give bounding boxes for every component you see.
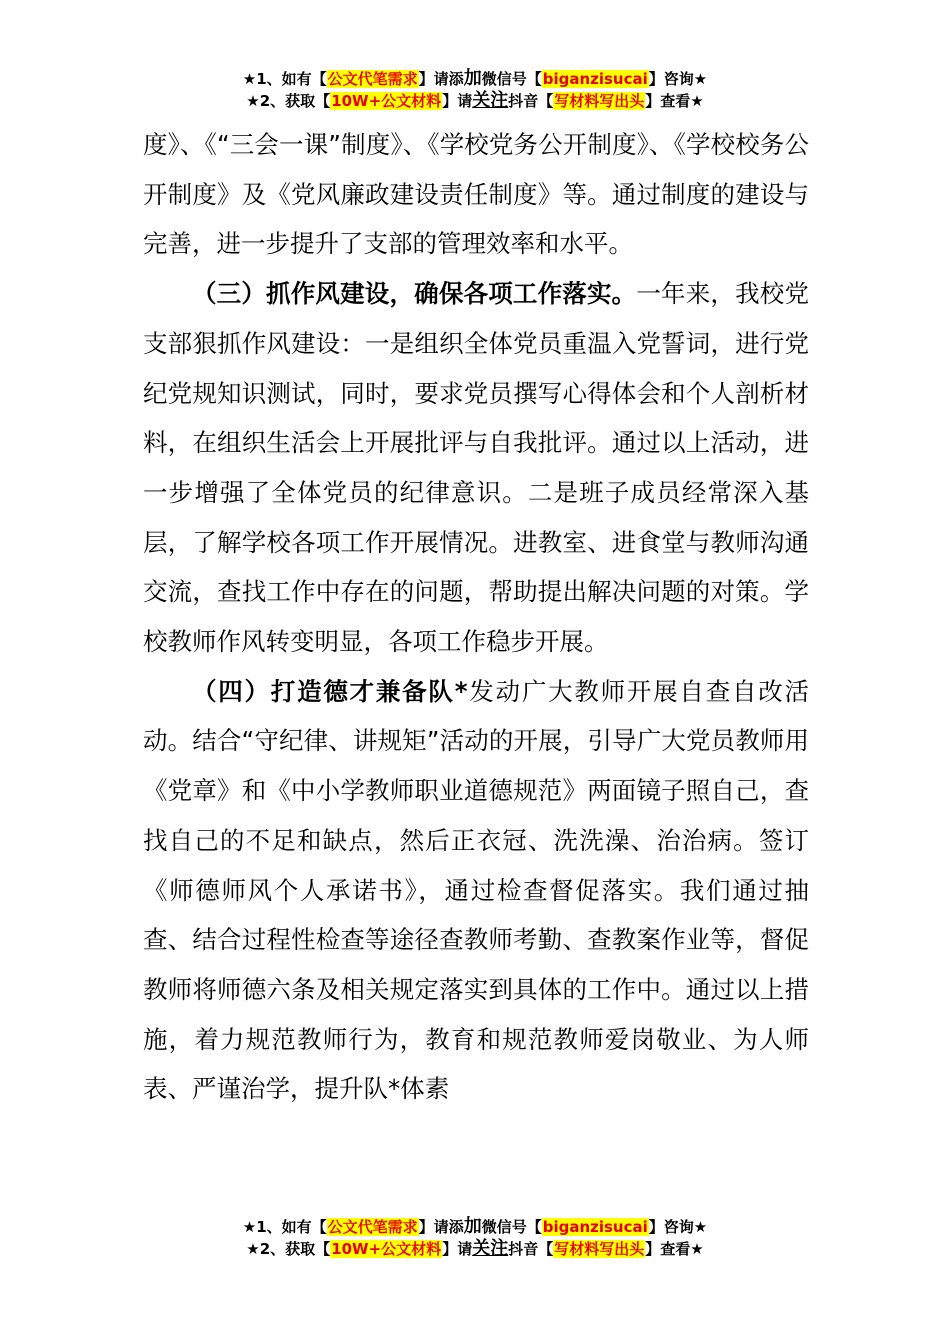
banner-text: 加 [463,68,482,89]
banner-line-2 [0,1238,950,1260]
banner-text: ★2、获取【 [246,92,331,110]
highlight-douyin: 写材料写出头 [554,92,645,110]
banner-text: ★2、获取【 [246,1240,331,1258]
banner-text: 微信号【 [481,1218,542,1236]
banner-text: 抖音【 [508,1240,554,1258]
paragraph-text: 发动广大教师开展自查自改活动。结合“守纪律、讲规矩”活动的开展，引导广大党员教师用《党章》和《中小学教师职业道德规范》两面镜子照自己，查找自己的不足和缺点，然后正衣冠、洗洗澡、治治病。签订《师德师风个人承诺书》，通过检查督促落实。我们通过抽查、结合过程性检查等途径查教师考勤、查教案作业等，督促教师将师德六条及相关规定落实到具体的工作中。通过以上措施，着力规范教师行为，教育和规范教师爱岗敬业、为人师表、严谨治学，提升队*体素 [143,676,810,1104]
banner-text: 关注 [472,90,509,111]
banner-text: 】请添 [418,70,464,88]
banner-text: 】查看★ [645,92,704,110]
footer-banner [0,1216,950,1260]
header-banner [0,68,950,112]
paragraph-work-style [143,269,809,667]
section-heading: （四）打造德才兼备队* [192,676,468,706]
paragraph-teacher-team [143,667,809,1114]
highlight-materials: 10W+公文材料 [331,1240,442,1258]
banner-text: 】请 [442,1240,473,1258]
banner-text: 抖音【 [508,92,554,110]
document-body [143,120,809,1114]
banner-line-1 [0,68,950,90]
banner-line-2 [0,90,950,112]
banner-text: 】咨询★ [648,70,708,88]
banner-text: ★1、如有【 [242,1218,327,1236]
paragraph-system-building: 度》、《“三会一课”制度》、《学校党务公开制度》、《学校校务公开制度》及《党风廉政建设责任制度》等。通过制度的建设与完善，进一步提升了支部的管理效率和水平。 [143,130,809,259]
section-heading: （三）抓作风建设，确保各项工作落实。 [192,279,637,309]
highlight-materials: 10W+公文材料 [331,92,442,110]
highlight-wechat-id: biganzisucai [542,1218,648,1236]
banner-text: ★1、如有【 [242,70,327,88]
banner-text: 关注 [472,1238,509,1259]
banner-text: 】请添 [418,1218,464,1236]
highlight-douyin: 写材料写出头 [554,1240,645,1258]
highlight-service: 公文代笔需求 [327,70,418,88]
paragraph-text: 一年来，我校党支部狠抓作风建设：一是组织全体党员重温入党誓词，进行党纪党规知识测试，同时，要求党员撰写心得体会和个人剖析材料，在组织生活会上开展批评与自我批评。通过以上活动，进一步增强了全体党员的纪律意识。二是班子成员经常深入基层，了解学校各项工作开展情况。进教室、进食堂与教师沟通交流，查找工作中存在的问题，帮助提出解决问题的对策。学校教师作风转变明显，各项工作稳步开展。 [143,279,809,657]
banner-text: 微信号【 [481,70,542,88]
highlight-service: 公文代笔需求 [327,1218,418,1236]
banner-text: 】查看★ [645,1240,704,1258]
banner-text: 】咨询★ [648,1218,708,1236]
banner-text: 】请 [442,92,473,110]
banner-text: 加 [463,1216,482,1237]
highlight-wechat-id: biganzisucai [542,70,648,88]
banner-line-1 [0,1216,950,1238]
